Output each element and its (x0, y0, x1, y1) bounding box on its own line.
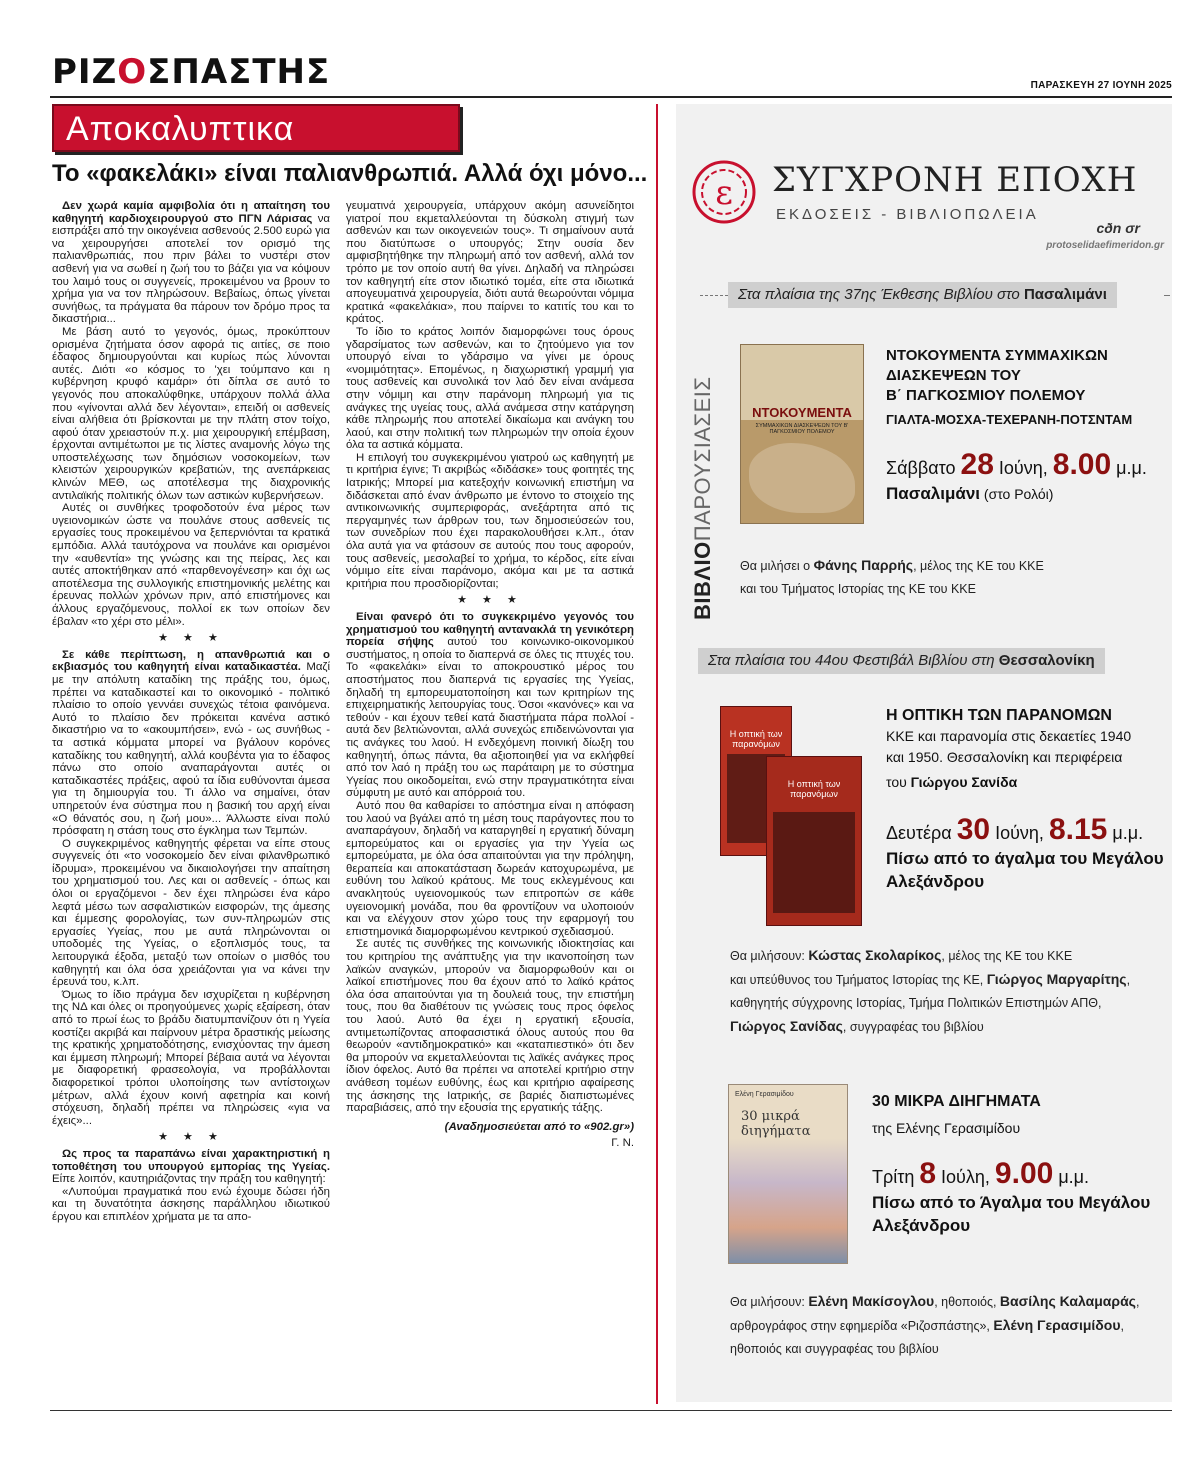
headline: Το «φακελάκι» είναι παλιανθρωπιά. Αλλά όχι μόνο... (52, 160, 648, 187)
issue-date: ΠΑΡΑΣΚΕΥΗ 27 ΙΟΥΝΗ 2025 (1030, 80, 1172, 91)
event-3: 30 ΜΙΚΡΑ ΔΙΗΓΗΜΑΤΑ της Ελένης Γερασιμίδου Τρίτη 8 Ιούλη, 9.00 μ.μ. Πίσω από το Άγαλμα του Μεγάλου Αλεξάνδρου (872, 1092, 1172, 1237)
dotted-line (1164, 295, 1170, 296)
watermark: protoselidaefimeridon.gr (1046, 240, 1164, 251)
map-illustration (749, 443, 855, 513)
event-3-speakers: Θα μιλήσουν: Ελένη Μακίσογλου, ηθοποιός, Βασίλης Καλαμαράς, αρθρογράφος στην εφημερίδα «Ριζοσπάστης», Ελένη Γερασιμίδου, ηθοποιός και συγγραφέας του βιβλίου (730, 1293, 1140, 1356)
book-cover-illegals-1: Η οπτική των παρανόμων (720, 706, 792, 856)
book-cover-stories: Ελένη Γερασιμίδου 30 μικρά διηγήματα (728, 1084, 848, 1264)
publisher-subtitle: ΕΚΔΟΣΕΙΣ - ΒΙΒΛΙΟΠΩΛΕΙΑ (776, 206, 1039, 223)
article-paragraph: Το ίδιο το κράτος λοιπόν διαμορφώνει τους όρους γδαρσίματος των ασθενών, και το ζητούμενο για τον υπουργό είναι το γδάρσιμο να γίνει με όρους «νομιμότητας». Επομένως, η διαχωριστική γραμμή για τους ασθενείς και συνολικά τον λαό δεν είναι ανάμεσα στην νόμιμη και στην παράνομη πληρωμή για τις ανάγκες της υγείας τους, αλλά ανάμεσα στην κατάργηση κάθε πληρωμής που αποτελεί δικαίωμα και ανάγκη του λαού, και στην πολιτική των πληρωμών την οποία έχουν όλα τα αστικά κόμματα. (346, 325, 634, 452)
event-date: Σάββατο 28 Ιούνη, 8.00 μ.μ. (886, 448, 1147, 481)
column-separator (656, 104, 658, 1404)
event-1: ΝΤΟΚΟΥΜΕΝΤΑ ΣΥΜΜΑΧΙΚΩΝ ΔΙΑΣΚΕΨΕΩΝ ΤΟΥ Β΄ ΠΑΓΚΟΣΜΙΟΥ ΠΟΛΕΜΟΥ ΓΙΑΛΤΑ-ΜΟΣΧΑ-ΤΕΧΕΡΑΝΗ-ΠΟΤΣΝΤΑΜ Σάββατο 28 Ιούνη, 8.00 μ.μ. Πασαλιμάνι (στο Ρολόι) (886, 346, 1166, 506)
article-column-1 (52, 200, 330, 1224)
event-place: Πίσω από το άγαλμα του Μεγάλου (886, 849, 1164, 868)
article-paragraph: «Λυπούμαι πραγματικά που ενώ έχουμε δώσει ήδη και τη δυνατότητα άσκησης παράλληλου ιδιωτικού έργου και επιπλέον χρήματα με τα απο- (52, 1185, 330, 1223)
event-date: Δευτέρα 30 Ιούνη, 8.15 μ.μ. (886, 813, 1144, 846)
article-paragraph: Αυτές οι συνθήκες τροφοδοτούν ένα μέρος των υγειονομικών ώστε να πουλάνε στους ασθενείς τις εργασίες τους προκειμένου να ξεπερνιόνται τα κρατικά εμπόδια. Αλλά ταυτόχρονα να πουλάνε και ορισμένοι την «αυθεντία» της γνώσης και της πείρας, λες και αυτές αποκτήθηκαν από «παρθενογένεση» και όχι ως αποτέλεσμα της συλλογικής επιστημονικής μελέτης και έρευνας πολλών χρόνων πριν, από επιστήμονες και άλλους εργαζόμενους, πολλοί εκ των οποίων δεν έβαλαν «το χέρι στο μέλι». (52, 502, 330, 628)
article-paragraph: Αυτό που θα καθαρίσει το απόστημα είναι η απόφαση του λαού να βγάλει από τη μέση τους παράγοντες που το αναπαράγουν, δηλαδή να καταργηθεί η εργατική δύναμη εμπορεύματος και οι εργασίες για την Υγεία ως εμπορεύματα, με όλα όσα απαιτούνται για την πρόληψη, θεραπεία και αποκατάσταση δωρεάν κατοχυρωμένα, με ευθύνη του λαϊκού κράτους. Με τους εκλεγμένους και ανακλητούς υγειονομικούς των επιτροπών σε κάθε υγειονομική μονάδα, που θα φροντίζουν να υλοποιούν και να ελέγχουν στον χώρο τους την εφαρμογή του επιστημονικά διαμορφωμένου κεντρικού σχεδιασμού. (346, 799, 634, 938)
article-paragraph: Ο συγκεκριμένος καθηγητής φέρεται να είπε στους συγγενείς ότι «το νοσοκομείο δεν είναι φιλανθρωπικό ίδρυμα», προκειμένου να δικαιολογήσει την απαίτηση του χρηματισμού του. Λες και οι ασθενείς - όπως και όλοι οι εργαζόμενοι - δεν έχει πληρώσει ένα κάρο λεφτά μέσω των ασφαλιστικών εισφορών, της άμεσης και έμμεσης φορολογίας, των συν-πληρωμών στις εργασίες Υγείας, που με αυτά πληρώνονται οι υποδομές της Υγείας, ο εξοπλισμός τους, τα λειτουργικά έξοδα, μεταξύ των οποίων ο μισθός του καθηγητή και όλα όσα χρειάζονται για να κάνει την έρευνά του, κ.λπ. (52, 837, 330, 989)
top-rule (50, 96, 1172, 98)
article-paragraph: Με βάση αυτό το γεγονός, όμως, προκύπτουν ορισμένα ζητήματα όσον αφορά τις αιτίες, σε ποιο έδαφος δημιουργούνται και κυρίως πώς λύνονται αυτές. Διότι «ο κόσμος το 'χει τούμπανο και η κυβέρνηση κρυφό καμάρι» ότι δίπλα σε αυτό το γεγονός που αποκαλύφθηκε, υπάρχουν πολλά άλλα που «γίνονται αλλά δεν λέγονται», επειδή οι ασθενείς είναι αλήθεια ότι βρίσκονται με την πλάτη στον τοίχο, αφού όταν χρειαστούν π.χ. μια χειρουργική επέμβαση, έρχονται αντιμέτωποι με τις λίστες αναμονής λόγω της υποστελέχωσης των δημόσιων νοσοκομείων, των κλειστών χειρουργικών κρεβατιών, της ανεπάρκειας κλινών ΜΕΘ, ως αποτέλεσμα της διαχρονικής αντιλαϊκής πολιτικής όλων των αστικών κυβερνήσεων. (52, 325, 330, 502)
article-paragraph: Σε κάθε περίπτωση, η απανθρωπιά και ο εκβιασμός του καθηγητή είναι καταδικαστέα. Μαζί με την απόλυτη καταδίκη της πράξης του, όμως, πρέπει να καταδικαστεί και το οικονομικό - πολιτικό πλαίσιο το οποίο γεννάει συνεχώς τέτοια φαινόμενα. Αυτό το πλαίσιο δεν πρόκειται κανένα αστικό δικαστήριο να το «ακουμπήσει», ενώ - ως συνήθως - τα αστικά κόμματα μπορεί να βγάλουν κορόνες καταδίκης του καθηγητή, αλλά κουβέντα για το έδαφος πάνω στο οποίο αναπαράγονται αυτές οι καταδικαστέες πράξεις, αφού τα ίδια ευθύνονται άμεσα για τη δημιουργία του. Τι άλλο να σημαίνει, όταν υπηρετούν ένα σύστημα που η βασική του αρχή είναι «Ο θάνατός σου, η ζωή μου»... Άλλωστε είναι πολύ πρόσφατη η στάση τους στο έγκλημα των Τεμπών. (52, 648, 330, 838)
article-paragraph: Η επιλογή του συγκεκριμένου γιατρού ως καθηγητή με τι κριτήρια έγινε; Τι ακριβώς «διδάσκε» τους φοιτητές της Ιατρικής; Μπορεί μια κατεξοχήν κοινωνική επιστήμη να διδάσκεται από έναν άνθρωπο με έντονο το στοιχείο της αντικοινωνικής συμπεριφοράς, ανεξάρτητα από τις περγαμηνές των άρθρων του, των δημοσιεύσεών του, των συνεδρίων που έχει παρακολουθήσει κ.λπ., όταν όλα αυτά για να φτάσουν σε αυτούς που τους αφορούν, τους ασθενείς, μεσολαβεί το χρήμα, το κέρδος, είτε είναι νόμιμο είτε είναι παράνομο, ακόμα και με τα αστικά κριτήρια που προσδιορίζονται; (346, 451, 634, 590)
banner-piraeus: Στα πλαίσια της 37ης Έκθεσης Βιβλίου στο Πασαλιμάνι (728, 282, 1117, 308)
author-initials: Γ. Ν. (611, 1137, 634, 1150)
article-paragraph: γευματινά χειρουργεία, υπάρχουν ακόμη ασυνείδητοι γιατροί που εκμεταλλεύονται τη δύσκολη στιγμή των ασθενών και των οικογενειών τους». Τι σημαίνουν αυτά που διατύπωσε ο υπουργός; Στην ουσία δεν αμφισβητήθηκε την πληρωμή από τον ασθενή, αλλά τον τρόπο με τον οποίο αυτή θα γίνει. Δηλαδή να πληρώσει τον καθηγητή είτε στον ιδιωτικό τομέα, είτε στα ιδιωτικά απογευματινά χειρουργεία, διότι αυτά θεωρούνται νόμιμα κρατικά «φακελάκια», που παίρνει το κατιτίς του και το κράτος. (346, 200, 634, 326)
book-cover-illegals-2: Η οπτική των παρανόμων (766, 756, 862, 926)
article-paragraph: Ως προς τα παραπάνω είναι χαρακτηριστική η τοποθέτηση του υπουργού εμπορίας της Υγείας. Είπε λοιπόν, καυτηριάζοντας την πράξη του καθηγητή: (52, 1147, 330, 1186)
masthead: ΡΙΖΟΣΠΑΣΤΗΣ (52, 52, 331, 92)
article-column-2 (346, 200, 634, 1150)
event-title: ΝΤΟΚΟΥΜΕΝΤΑ ΣΥΜΜΑΧΙΚΩΝ (886, 347, 1108, 364)
svg-text:ε: ε (715, 173, 733, 213)
book-cover-documents: ΝΤΟΚΟΥΜΕΝΤΑ ΣΥΜΜΑΧΙΚΩΝ ΔΙΑΣΚΕΨΕΩΝ ΤΟΥ Β' ΠΑΓΚΟΣΜΙΟΥ ΠΟΛΕΜΟΥ (740, 344, 864, 524)
event-title: 30 ΜΙΚΡΑ ΔΙΗΓΗΜΑΤΑ (872, 1093, 1041, 1110)
section-divider-stars: ★ ★ ★ (158, 632, 224, 645)
event-1-speakers: Θα μιλήσει ο Φάνης Παρρής, μέλος της ΚΕ του ΚΚΕ και του Τμήματος Ιστορίας της ΚΕ του ΚΚΕ (740, 557, 1044, 596)
article-credit: (Αναδημοσιεύεται από το «902.gr») (444, 1120, 634, 1133)
section-divider-stars: ★ ★ ★ (457, 594, 523, 607)
event-2-speakers: Θα μιλήσουν: Κώστας Σκολαρίκος, μέλος της ΚΕ του ΚΚΕ και υπεύθυνος του Τμήματος Ιστορίας της ΚΕ, Γιώργος Μαργαρίτης, καθηγητής σύγχρονης Ιστορίας, Τμήμα Πολιτικών Επιστημών ΑΠΘ, Γιώργος Σανίδας, συγγραφέας του βιβλίου (730, 947, 1131, 1034)
event-place: Πασαλιμάνι (στο Ρολόι) (886, 484, 1054, 503)
article-paragraph: Όμως το ίδιο πράγμα δεν ισχυρίζεται η κυβέρνηση της ΝΔ και όλες οι προηγούμενες χωρίς εξαίρεση, όταν από το πρωί έως το βράδυ διατυμπανίζουν ότι η Υγεία κοστίζει ακριβά και παίρνουν μέτρα δραστικής μείωσης της κρατικής χρηματοδότησης, ενισχύοντας την άμεση και έμμεση πληρωμή; Μπορεί βέβαια αυτά να λέγονται με διαφορετική φρασεολογία, να προβάλλονται διαφορετικοί τρόποι υλοποίησης των αντίστοιχων μέτρων, αλλά έχουν κοινή αφετηρία και κοινή στόχευση, δηλαδή πρέπει να πληρώσεις «για να έχεις»... (52, 988, 330, 1127)
masthead-o: Ο (117, 52, 148, 92)
article-paragraph: Δεν χωρά καμία αμφιβολία ότι η απαίτηση του καθηγητή καρδιοχειρουργού στο ΠΓΝ Λάρισας να εισπράξει από την οικογένεια ασθενούς 2.500 ευρώ για να χειρουργήσει αποτελεί τον ορισμό της παλιανθρωπιάς, που πριν βάλει το νυστέρι στον ασθενή για να σωθεί η ζωή του το βάζει για να κόψουν του λαιμό τους οι συγγενείς, προκειμένου να βρουν το χρήμα για να τον πληρώσουν. Βεβαίως, όπως γίνεται συνήθως, τα πράγματα θα πάρουν τον δρόμο προς τα δικαστήρια... (52, 200, 330, 326)
section-tag: Αποκαλυπτικα (52, 104, 460, 152)
event-date: Τρίτη 8 Ιούλη, 9.00 μ.μ. (872, 1157, 1090, 1190)
publisher-logo-icon (692, 160, 756, 224)
bottom-rule (50, 1410, 1172, 1411)
section-divider-stars: ★ ★ ★ (158, 1131, 224, 1144)
event-2: Η ΟΠΤΙΚΗ ΤΩΝ ΠΑΡΑΝΟΜΩΝ ΚΚΕ και παρανομία στις δεκαετίες 1940 και 1950. Θεσσαλονίκη και περιφέρεια του Γιώργου Σανίδα Δευτέρα 30 Ιούνη, 8.15 μ.μ. Πίσω από το άγαλμα του Μεγάλου Αλεξάνδρου (886, 706, 1172, 893)
dotted-line (700, 295, 728, 296)
watermark-logo: cðn σr (1096, 220, 1140, 236)
banner-thessaloniki: Στα πλαίσια του 44ου Φεστιβάλ Βιβλίου στη Θεσσαλονίκη (698, 648, 1105, 674)
article-paragraph: Σε αυτές τις συνθήκες της κοινωνικής ιδιοκτησίας και του κριτηρίου της ανάπτυξης για την ικανοποίηση των λαϊκών αναγκών, μπορούν να διαμορφωθούν και οι λαϊκοί επιστήμονες που θα έχουν από το λαϊκό κράτος όλα όσα απαιτούνται για τη δουλειά τους, την επιστήμη τους, που θα διαθέτουν τις γνώσεις τους προς όφελος του λαού. Αυτό θα έχει η εργατική εξουσία, αντιμετωπίζοντας αποφασιστικά όλους αυτούς που θα θεωρούν «αντιδημοκρατικό» και «καταπιεστικό» ότι δεν θα μπορούν να εκμεταλλεύονται τις λαϊκές ανάγκες προς ίδιον όφελος. Αυτό θα πρέπει να αποτελεί κριτήριο στην ανάθεση τομέων ευθύνης, έως και κριτήριο αφαίρεσης της άσκησης της Ιατρικής, σε βαριές διαπιστωμένες παραβιάσεις, από την εξουσία της εργατικής τάξης. (346, 938, 634, 1115)
event-title: Η ΟΠΤΙΚΗ ΤΩΝ ΠΑΡΑΝΟΜΩΝ (886, 707, 1112, 724)
vertical-label: ΒΙΒΛΙΟΠΑΡΟΥΣΙΑΣΕΙΣ (690, 376, 715, 620)
event-place: Πίσω από το Άγαλμα του Μεγάλου (872, 1193, 1151, 1212)
article-paragraph: Είναι φανερό ότι το συγκεκριμένο γεγονός του χρηματισμού του καθηγητή αντανακλά τη γενικότερη πορεία σήψης αυτού του κοινωνικο-οικονομικού συστήματος, η οποία το διαπερνά σε όλες τις πτυχές του. Το «φακελάκι» είναι το αποκρουστικό μέρος του αποστήματος που διαπερνά τις εργασίες της Υγείας, δηλαδή τη εμπορευματοποίηση και των κριτηρίων της επιχειρηματικής λειτουργίας τους. Όσοι «κανόνες» και να τεθούν - και έχουν τεθεί κατά διαστήματα πάρα πολλοί - αυτά δεν βελτιώνονται, αλλά συνεχώς επιδεινώνονται για τις ανάγκες του λαού. Η ενδεχόμενη ποινική δίωξη του καθηγητή, όπως πάντα, θα αξιοποιηθεί για να εκλήφθεί από τον λαό η πράξη του ως παράταιρη με το σύστημα Υγείας που οικοδομείται, ενώ στην πραγματικότητα είναι σύμφυτη με αυτό και απόρροιά του. (346, 611, 634, 800)
publisher-name: ΣΥΓΧΡΟΝΗ ΕΠΟΧΗ (772, 160, 1138, 200)
